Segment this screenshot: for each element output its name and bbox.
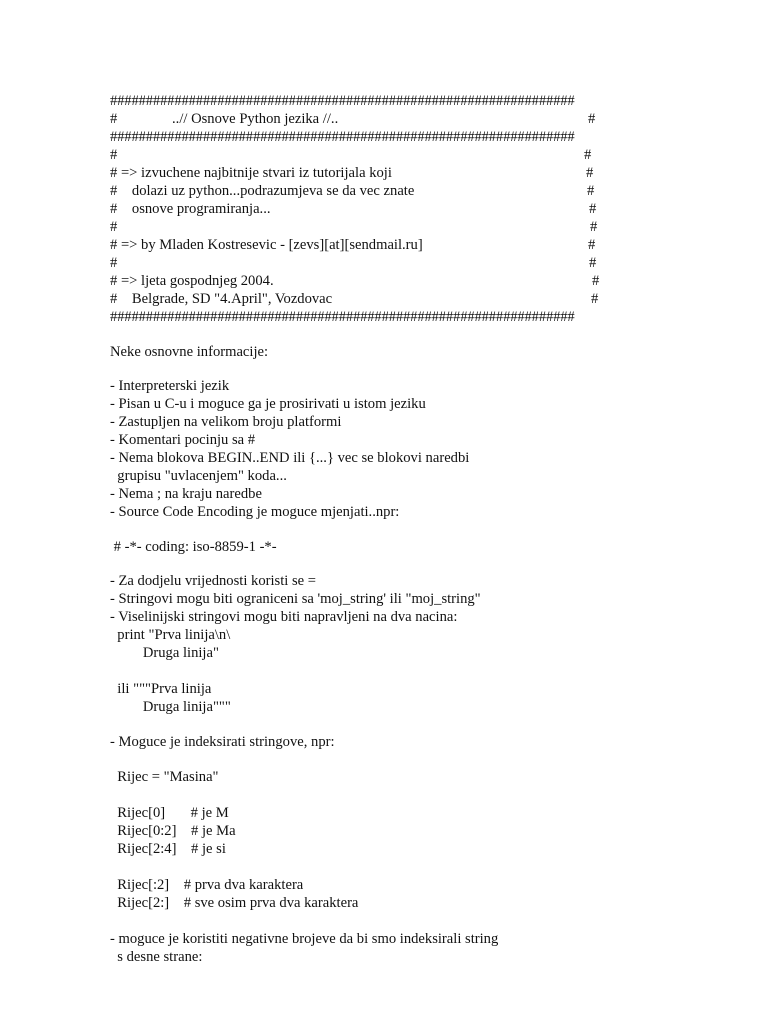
- text-line: - Interpreterski jezik: [110, 378, 230, 394]
- header-row-end: #: [592, 273, 600, 289]
- code-line: Druga linija""": [110, 699, 231, 715]
- header-location: # Belgrade, SD "4.April", Vozdovac: [110, 291, 333, 307]
- header-row-end: #: [590, 219, 598, 235]
- text-line: - Source Code Encoding je moguce mjenjati..npr:: [110, 504, 400, 520]
- header-row-end: #: [589, 255, 597, 271]
- text-line: - Zastupljen na velikom broju platformi: [110, 414, 342, 430]
- header-date: # => ljeta gospodnjeg 2004.: [110, 273, 274, 289]
- header-blank-row: #: [110, 219, 118, 235]
- text-line: - Komentari pocinju sa #: [110, 432, 256, 448]
- header-author: # => by Mladen Kostresevic - [zevs][at][sendmail.ru]: [110, 237, 423, 253]
- text-line: - Za dodjelu vrijednosti koristi se =: [110, 573, 317, 589]
- text-line: - Pisan u C-u i moguce ga je prosirivati u istom jeziku: [110, 396, 426, 412]
- text-line: grupisu "uvlacenjem" koda...: [110, 468, 287, 484]
- code-line: print "Prva linija\n\: [110, 627, 231, 643]
- header-desc-line-3: # osnove programiranja...: [110, 201, 271, 217]
- code-line: Rijec = "Masina": [110, 769, 219, 785]
- header-row-end: #: [589, 201, 597, 217]
- text-line: - Moguce je indeksirati stringove, npr:: [110, 734, 335, 750]
- header-row-end: #: [586, 165, 594, 181]
- header-border-bottom: #################################################################: [110, 309, 575, 325]
- code-line: Rijec[2:] # sve osim prva dva karaktera: [110, 895, 359, 911]
- code-line: Rijec[2:4] # je si: [110, 841, 226, 857]
- header-border-middle: #################################################################: [110, 129, 575, 145]
- code-line: Rijec[0] # je M: [110, 805, 229, 821]
- text-line: - Viselinijski stringovi mogu biti napravljeni na dva nacina:: [110, 609, 458, 625]
- text-line: - Nema ; na kraju naredbe: [110, 486, 262, 502]
- header-desc-line-2: # dolazi uz python...podrazumjeva se da vec znate: [110, 183, 415, 199]
- header-desc-line-1: # => izvuchene najbitnije stvari iz tutorijala koji: [110, 165, 392, 181]
- header-row-end: #: [588, 237, 596, 253]
- text-line: s desne strane:: [110, 949, 203, 965]
- text-line: - Stringovi mogu biti ograniceni sa 'moj_string' ili "moj_string": [110, 591, 481, 607]
- header-blank-row: #: [110, 147, 118, 163]
- header-row-end: #: [588, 111, 596, 127]
- section-heading: Neke osnovne informacije:: [110, 344, 269, 360]
- header-border-top: #################################################################: [110, 93, 575, 109]
- code-line: Druga linija": [110, 645, 219, 661]
- code-line: # -*- coding: iso-8859-1 -*-: [110, 539, 277, 555]
- code-line: Rijec[:2] # prva dva karaktera: [110, 877, 304, 893]
- text-line: - moguce je koristiti negativne brojeve da bi smo indeksirali string: [110, 931, 499, 947]
- header-blank-row: #: [110, 255, 118, 271]
- header-row-end: #: [591, 291, 599, 307]
- code-line: Rijec[0:2] # je Ma: [110, 823, 236, 839]
- code-line: ili """Prva linija: [110, 681, 212, 697]
- header-row-end: #: [587, 183, 595, 199]
- header-row-end: #: [584, 147, 592, 163]
- header-title: # ..// Osnove Python jezika //..: [110, 111, 339, 127]
- text-line: - Nema blokova BEGIN..END ili {...} vec se blokovi naredbi: [110, 450, 470, 466]
